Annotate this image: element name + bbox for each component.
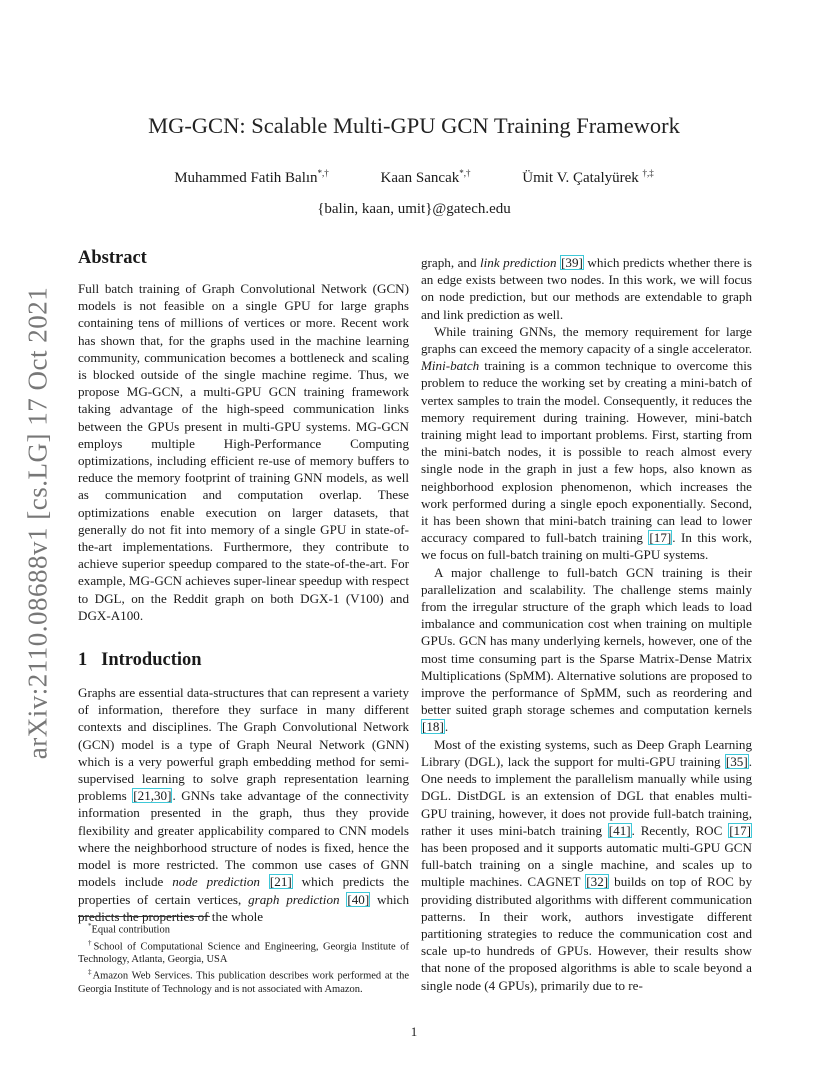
footnote: ‡Amazon Web Services. This publication describes work performed at the Georgia Institute of Technology and is not associated with Amazon.: [78, 968, 410, 995]
citation-link[interactable]: [21,30]: [133, 788, 172, 804]
abstract-heading: Abstract: [78, 248, 147, 268]
author: Kaan Sancak*,†: [380, 168, 471, 186]
citation-link[interactable]: [32]: [586, 874, 609, 890]
body-paragraph: graph, and link prediction [39] which predicts whether there is an edge exists between two nodes. In this work, we will focus on node prediction, but our methods are extendable to graph and link prediction as well.: [421, 255, 753, 322]
author: Ümit V. Çatalyürek †,‡: [522, 168, 654, 186]
footnote: *Equal contribution: [88, 922, 170, 936]
footnote-rule: [78, 916, 210, 917]
page-number: 1: [410, 1024, 418, 1039]
paper-title: MG-GCN: Scalable Multi-GPU GCN Training Framework: [148, 113, 680, 138]
left-column: [78, 246, 409, 925]
citation-link[interactable]: [21]: [269, 874, 292, 890]
arxiv-stamp: arXiv:2110.08688v1 [cs.LG] 17 Oct 2021: [22, 286, 53, 760]
citation-link[interactable]: [17]: [729, 822, 752, 838]
footnotes: [78, 916, 409, 996]
citation-link[interactable]: [40]: [347, 891, 370, 907]
body-paragraph: While training GNNs, the memory requirement for large graphs can exceed the memory capacity of a single accelerator. Mini-batch training is a common technique to overcome this problem to reduce the working set by creating a mini-batch of vertex samples to train the model. Consequently, it reduces the memory requirement during training. However, mini-batch training might lead to important problems. First, starting from the mini-batch nodes, it is possible to reach almost every single node in the graph in just a few hops, also known as neighborhood explosion phenomenon, which increases the work performed during a single epoch exponentially. Second, it has been shown that mini-batch training can lead to lower accuracy compared to full-batch training [17]. In this work, we focus on full-batch training on multi-GPU systems.: [421, 323, 752, 563]
citation-link[interactable]: [39]: [561, 255, 583, 270]
citation-link[interactable]: [41]: [608, 822, 631, 838]
right-column: [421, 254, 752, 994]
citation-link[interactable]: [17]: [649, 530, 672, 546]
author-emails: {balin, kaan, umit}@gatech.edu: [317, 201, 511, 217]
section-heading: 1 Introduction: [78, 650, 202, 671]
footnote: †School of Computational Science and Engineering, Georgia Institute of Technology, Atlanta, Georgia, USA: [78, 938, 409, 965]
abstract-text: Full batch training of Graph Convolutional Network (GCN) models is not feasible on a single GPU for large graphs containing tens of millions of vertices or more. Recent work has shown that, for the graphs used in the machine learning community, communication becomes a bottleneck and scaling is blocked outside of the single machine regime. Thus, we propose MG-GCN, a multi-GPU GCN training framework taking advantage of the high-speed communication links between the GPUs present in multi-GPU systems. MG-GCN employs multiple High-Performance Computing optimizations, including efficient re-use of memory buffers to reduce the memory footprint of training GNN models, as well as communication and computation overlap. These optimizations enable execution on larger datasets, that generally do not fit into memory of a single GPU in state-of-the-art implementations. Furthermore, they contribute to achieve superior speedup compared to the state-of-the-art. For example, MG-GCN achieves super-linear speedup with respect to DGL, on the Reddit graph on both DGX-1 (V100) and DGX-A100.: [78, 281, 409, 623]
intro-paragraph: Graphs are essential data-structures that can represent a variety of information, therefore they surface in many different contexts and disciplines. The Graph Convolutional Network (GCN) model is a type of Graph Neural Network (GNN) which is a very powerful graph embedding method for semi-supervised learning to solve graph representation learning problems [21,30]. GNNs take advantage of the connectivity information presented in the graph, thus they provide flexibility and greater applicability compared to CNN models where the neighborhood structure of nodes is fixed, hence the model is more restricted. The common use cases of GNN models include node prediction [21] which predicts the properties of certain vertices, graph prediction [40] which predicts the properties of the whole: [78, 685, 410, 924]
citation-link[interactable]: [35]: [725, 753, 748, 769]
body-paragraph: Most of the existing systems, such as Deep Graph Learning Library (DGL), lack the support for multi-GPU training [35]. One needs to implement the parallelism manually while using DGL. DistDGL is an extension of DGL that enables multi-GPU training, however, it does not provide full-batch training, rather it uses mini-batch training [41]. Recently, ROC [17] has been proposed and it supports automatic multi-GPU GCN full-batch training on a single machine, and scales up to multiple machines. CAGNET [32] builds on top of ROC by providing distributed algorithms with different communication patterns. In their work, authors investigate different partitioning strategies to reduce the communication cost and scale up-to hundreds of GPUs. However, their results show that none of the proposed algorithms is able to scale beyond a single node (4 GPUs), primarily due to re-: [421, 736, 753, 993]
body-paragraph: A major challenge to full-batch GCN training is their parallelization and scalability. The challenge stems mainly from the irregular structure of the graph which leads to load imbalance and communication cost when training on multiple GPUs. GCN has many underlying kernels, however, one of the most time consuming part is the Sparse Matrix-Dense Matrix Multiplications (SpMM). Alternative solutions are proposed to improve the performance of SpMM, such as reordering and better suited graph storage schemes and computation kernels [18].: [421, 564, 752, 735]
author: Muhammed Fatih Balın*,†: [174, 168, 329, 186]
citation-link[interactable]: [18]: [422, 719, 444, 735]
author-list: [0, 168, 828, 187]
